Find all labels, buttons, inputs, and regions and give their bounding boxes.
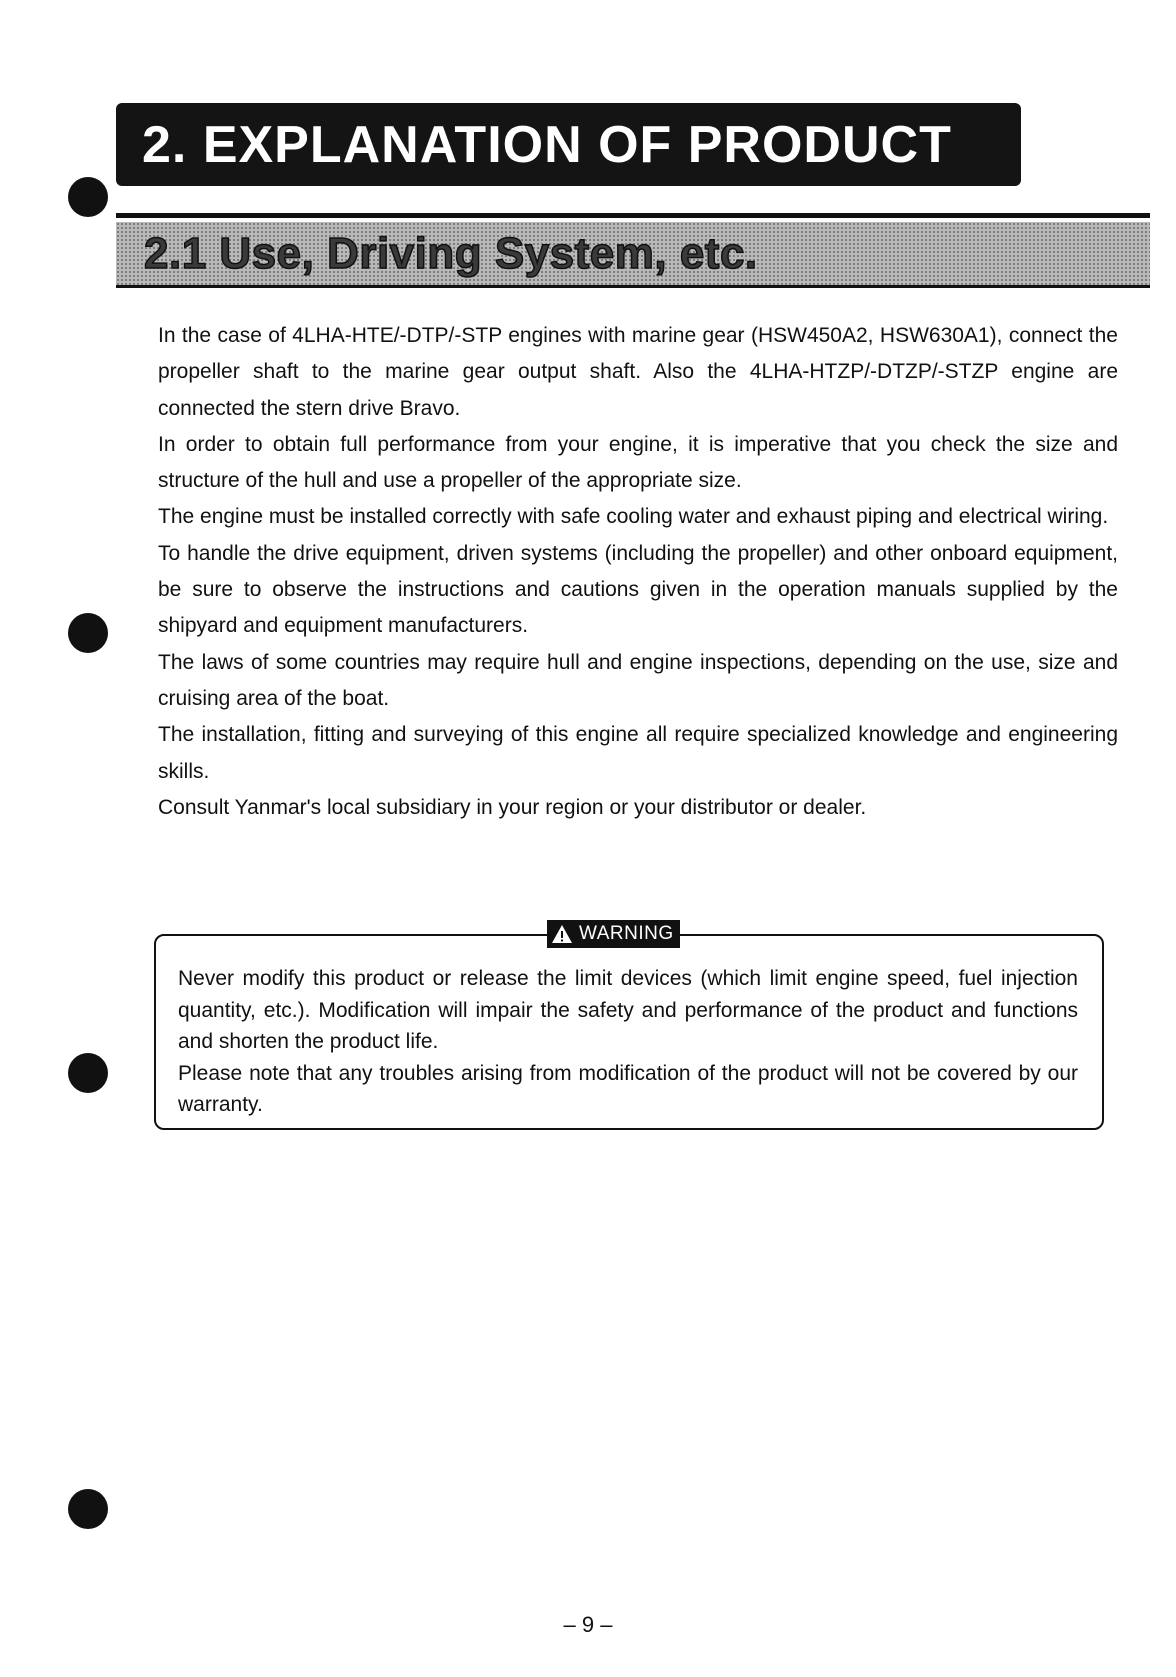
- page-number: – 9 –: [563, 1612, 613, 1637]
- warning-label-text: WARNING: [579, 923, 674, 944]
- body-paragraph: The laws of some countries may require hull and engine inspections, depending on the use, size and cruising area of the boat.: [158, 650, 1118, 710]
- warning-paragraph: Never modify this product or release the limit devices (which limit engine speed, fuel injection quantity, etc.). Modification will impair the safety and performance of the product and functions and shorten the product life.: [178, 967, 1078, 1053]
- body-text: [158, 318, 1118, 826]
- section-divider: [116, 213, 1150, 218]
- body-paragraph: The installation, fitting and surveying of this engine all require specialized knowledge and engineering skills.: [158, 723, 1118, 783]
- warning-label: [547, 920, 680, 948]
- binder-hole: [68, 613, 108, 653]
- body-paragraph: Consult Yanmar's local subsidiary in your region or your distributor or dealer.: [158, 795, 867, 819]
- warning-triangle-icon: [551, 924, 573, 944]
- body-paragraph: In the case of 4LHA-HTE/-DTP/-STP engines with marine gear (HSW450A2, HSW630A1), connect the propeller shaft to the marine gear output shaft. Also the 4LHA-HTZP/-DTZP/-STZP engine are connected the stern drive Bravo.: [158, 324, 1118, 420]
- chapter-title: 2. EXPLANATION OF PRODUCT: [142, 115, 952, 174]
- chapter-header: [116, 103, 1021, 186]
- section-header: [116, 222, 1150, 288]
- body-paragraph: To handle the drive equipment, driven systems (including the propeller) and other onboard equipment, be sure to observe the instructions and cautions given in the operation manuals supplied by the shipyard and equipment manufacturers.: [158, 541, 1118, 638]
- warning-text: [178, 963, 1078, 1121]
- body-paragraph: In order to obtain full performance from your engine, it is imperative that you check the size and structure of the hull and use a propeller of the appropriate size.: [158, 432, 1118, 493]
- binder-hole: [68, 1489, 108, 1529]
- section-title: 2.1 Use, Driving System, etc.: [144, 228, 758, 278]
- body-paragraph: The engine must be installed correctly with safe cooling water and exhaust piping and electrical wiring.: [158, 505, 1109, 529]
- warning-paragraph: Please note that any troubles arising from modification of the product will not be covered by our warranty.: [178, 1061, 1078, 1116]
- binder-hole: [68, 177, 108, 217]
- binder-hole: [68, 1053, 108, 1093]
